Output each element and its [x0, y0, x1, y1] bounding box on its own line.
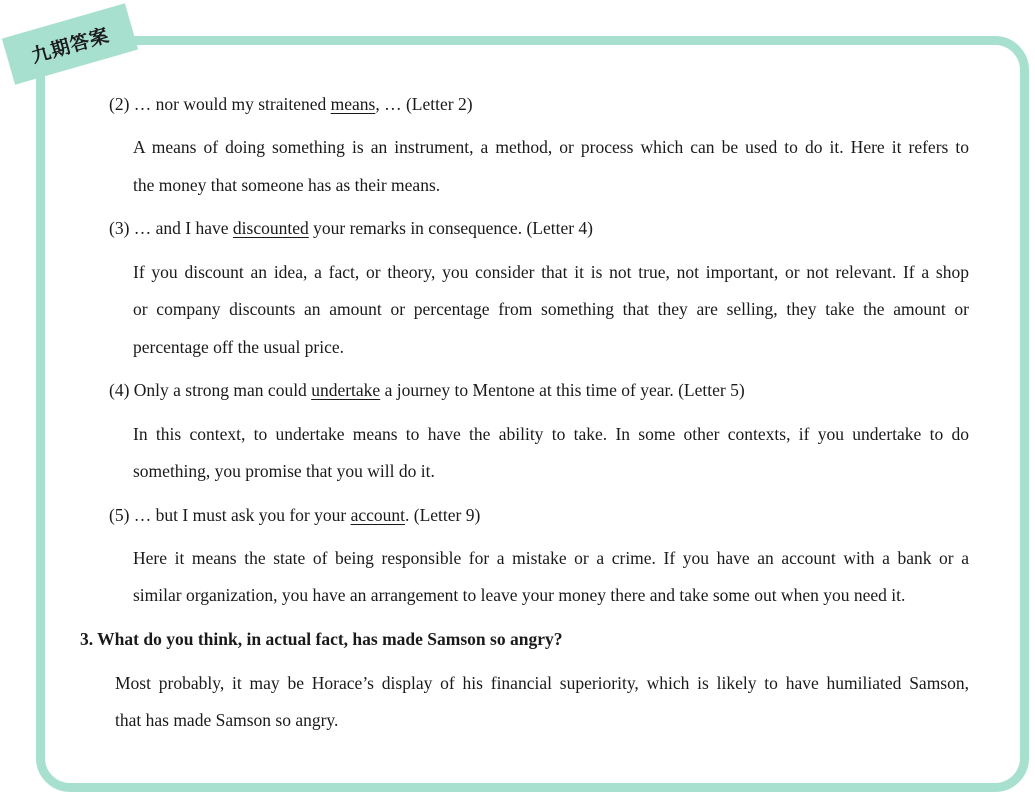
answer-tag-label: 九期答案 [28, 23, 112, 68]
question-3-answer-line-2: that has made Samson so angry. [115, 710, 339, 730]
item-3-explanation-line-1: If you discount an idea, a fact, or theory, you consider that it is not true, not important, or not relevant. If a shop [133, 262, 969, 282]
item-2-heading-pre: (2) … nor would my straitened [109, 94, 331, 114]
item-3-explanation-line-3: percentage off the usual price. [133, 337, 345, 357]
item-3-heading-post: your remarks in consequence. (Letter 4) [308, 218, 594, 238]
item-3-explanation-line-2: or company discounts an amount or percentage from something that they are selling, they take the amount or [133, 299, 969, 319]
item-4-keyword: undertake [311, 380, 381, 400]
item-2-heading [109, 93, 473, 115]
item-5-explanation-line-2: similar organization, you have an arrangement to leave your money there and take some out when you need it. [133, 585, 906, 605]
item-2-explanation-line-2: the money that someone has as their means. [133, 175, 441, 195]
item-4-explanation-line-1: In this context, to undertake means to have the ability to take. In some other contexts, if you undertake to do [133, 424, 969, 444]
item-4-heading-post: a journey to Mentone at this time of year. (Letter 5) [380, 380, 745, 400]
question-3-heading: 3. What do you think, in actual fact, has made Samson so angry? [80, 629, 563, 649]
item-4-heading [109, 379, 745, 401]
item-2-heading-post: , … (Letter 2) [375, 94, 473, 114]
question-3-answer-line-1: Most probably, it may be Horace’s display of his financial superiority, which is likely to have humiliated Samson, [115, 673, 969, 693]
item-3-heading-pre: (3) … and I have [109, 218, 233, 238]
item-5-keyword: account [350, 505, 405, 525]
item-4-heading-pre: (4) Only a strong man could [109, 380, 312, 400]
item-5-explanation-line-1: Here it means the state of being responsible for a mistake or a crime. If you have an account with a bank or a [133, 548, 969, 568]
item-5-heading [109, 504, 480, 526]
item-2-keyword: means [330, 94, 376, 114]
item-5-heading-pre: (5) … but I must ask you for your [109, 505, 351, 525]
item-4-explanation-line-2: something, you promise that you will do it. [133, 461, 435, 481]
item-5-heading-post: . (Letter 9) [405, 505, 481, 525]
item-3-heading [109, 217, 593, 239]
item-3-keyword: discounted [232, 218, 309, 238]
item-2-explanation-line-1: A means of doing something is an instrument, a method, or process which can be used to do it. Here it refers to [133, 137, 969, 157]
